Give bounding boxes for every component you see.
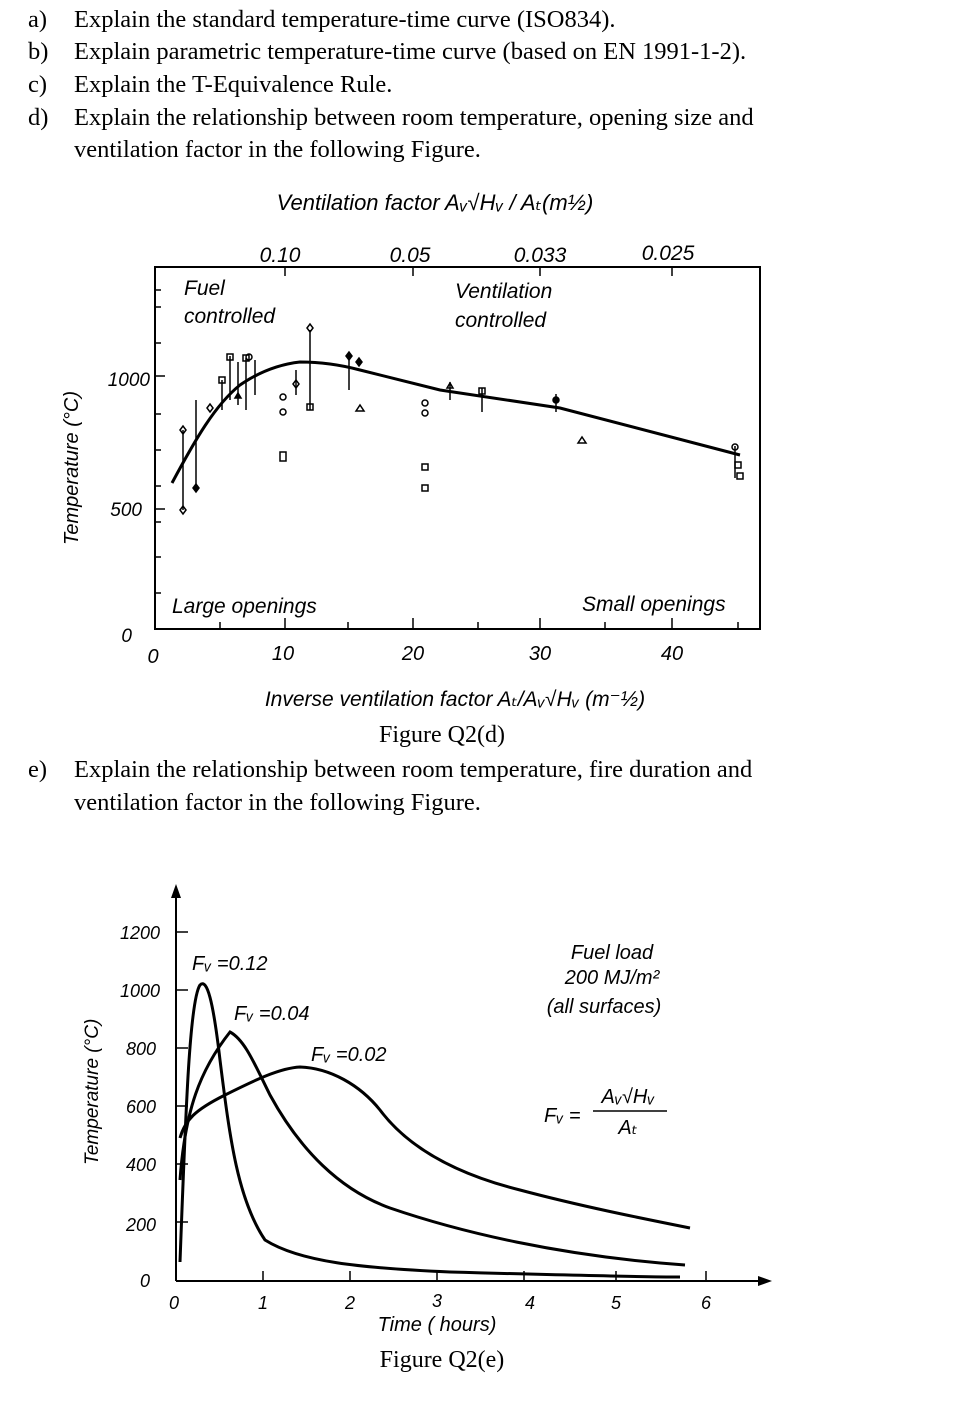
fuel-load-label: Fuel load <box>570 942 654 964</box>
top-tick-label: 0.05 <box>389 244 431 267</box>
x-tick-label: 0 <box>168 1293 180 1313</box>
x-tick-label: 3 <box>431 1291 443 1311</box>
figure-e-caption: Figure Q2(e) <box>379 1347 505 1373</box>
formula-numerator: Aᵥ√Hᵥ <box>601 1086 655 1108</box>
y-tick-label: 1200 <box>119 923 160 943</box>
bottom-tick-label: 20 <box>401 643 425 665</box>
y-tick-label: 800 <box>125 1039 156 1059</box>
bottom-tick-label: 0 <box>147 646 159 668</box>
x-tick-label: 1 <box>257 1293 269 1313</box>
question-d-line2: ventilation factor in the following Figure. <box>74 136 481 163</box>
curve-label: Fᵥ =0.04 <box>234 1003 310 1025</box>
large-openings-label: Large openings <box>172 595 317 618</box>
x-axis-label: Time ( hours) <box>377 1314 497 1336</box>
y-axis-label: Temperature (°C) <box>82 1018 103 1165</box>
question-letter: c) <box>28 71 48 98</box>
fuel-controlled-label: controlled <box>184 305 276 328</box>
y-tick-label: 0 <box>121 626 132 647</box>
question-letter: d) <box>28 104 49 131</box>
bottom-tick-label: 10 <box>271 643 295 665</box>
curve-fv-012 <box>180 984 680 1277</box>
y-tick-label: 400 <box>125 1155 156 1175</box>
fuel-controlled-label: Fuel <box>184 277 225 300</box>
curve-fv-004 <box>180 1032 685 1265</box>
x-tick-label: 4 <box>524 1293 536 1313</box>
y-tick-label: 200 <box>125 1215 156 1235</box>
question-text: Explain the standard temperature-time curve (ISO834). <box>74 6 616 33</box>
question-text: Explain the relationship between room temperature, fire duration and <box>74 756 753 783</box>
fuel-load-label: 200 MJ/m² <box>564 967 660 989</box>
x-tick-label: 2 <box>344 1293 356 1313</box>
bottom-axis-label: Inverse ventilation factor Aₜ/Aᵥ√Hᵥ (m⁻½) <box>264 688 646 711</box>
question-text: Explain parametric temperature-time curve (based on EN 1991-1-2). <box>74 38 747 65</box>
y-tick-label: 500 <box>110 500 142 521</box>
bottom-tick-label: 40 <box>660 643 684 665</box>
y-tick-label: 1000 <box>107 370 150 391</box>
bottom-tick-label: 30 <box>528 643 552 665</box>
curve-label: Fᵥ =0.12 <box>192 953 268 975</box>
x-tick-label: 6 <box>700 1293 712 1313</box>
question-letter: a) <box>28 6 48 33</box>
ventilation-controlled-label: Ventilation <box>455 280 553 303</box>
top-tick-label: 0.033 <box>513 244 567 267</box>
top-axis-label: Ventilation factor Aᵥ√Hᵥ / Aₜ(m½) <box>276 190 594 215</box>
x-tick-label: 5 <box>610 1293 622 1313</box>
ventilation-controlled-label: controlled <box>455 309 547 332</box>
y-tick-label: 600 <box>125 1097 156 1117</box>
top-tick-label: 0.025 <box>641 242 695 265</box>
fuel-load-label: (all surfaces) <box>546 996 662 1018</box>
question-letter: b) <box>28 38 49 65</box>
figure-d-caption: Figure Q2(d) <box>379 722 505 748</box>
formula-denominator: Aₜ <box>618 1117 638 1139</box>
question-text: Explain the relationship between room temperature, opening size and <box>74 104 754 131</box>
y-tick-label: 1000 <box>119 981 160 1001</box>
y-tick-label: 0 <box>139 1271 150 1291</box>
question-e-line2: ventilation factor in the following Figure. <box>74 789 481 816</box>
question-letter: e) <box>28 756 48 783</box>
curve-label: Fᵥ =0.02 <box>311 1044 387 1066</box>
question-text: Explain the T-Equivalence Rule. <box>74 71 393 98</box>
small-openings-label: Small openings <box>582 593 726 616</box>
formula-lhs: Fᵥ = <box>544 1105 581 1127</box>
top-tick-label: 0.10 <box>259 244 301 267</box>
y-axis-label: Temperature (°C) <box>61 391 83 545</box>
